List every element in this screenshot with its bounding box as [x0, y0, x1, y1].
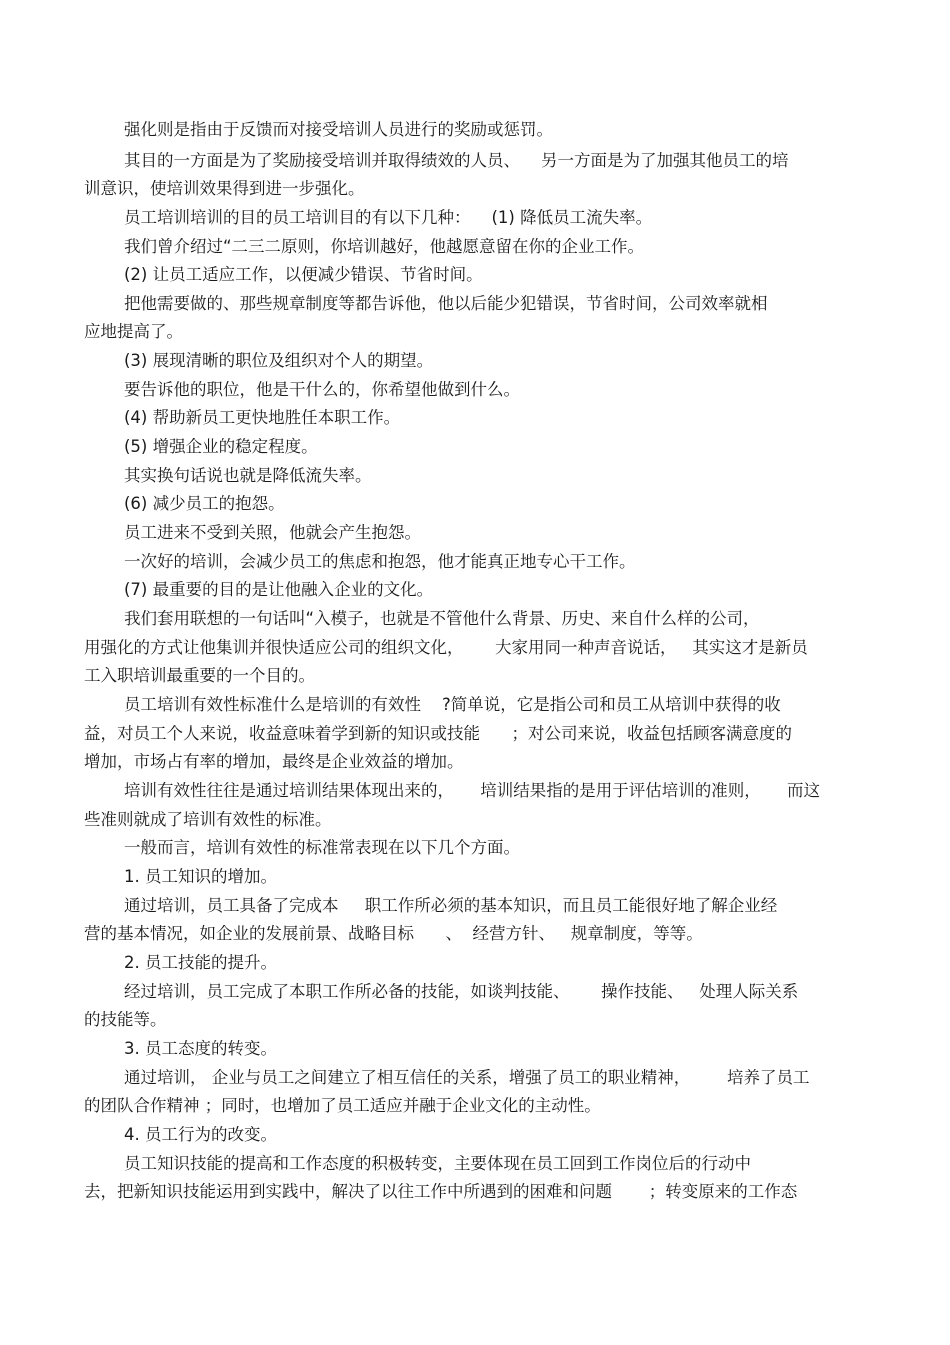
text-line: 员工培训培训的目的员工培训目的有以下几种： (1) 降低员工流失率。	[124, 208, 653, 227]
text-line: 我们曾介绍过“二三二原则，你培训越好，他越愿意留在你的企业工作。	[124, 237, 645, 256]
text-line: 经过培训，员工完成了本职工作所必备的技能，如谈判技能、 操作技能、 处理人际关系	[124, 982, 799, 1001]
text-line: 通过培训， 企业与员工之间建立了相互信任的关系，增强了员工的职业精神， 培养了员工	[124, 1068, 810, 1087]
text-line: 4. 员工行为的改变。	[124, 1125, 277, 1144]
text-line: (3) 展现清晰的职位及组织对个人的期望。	[124, 351, 434, 370]
text-line: 培训有效性往往是通过培训结果体现出来的， 培训结果指的是用于评估培训的准则， 而这	[124, 781, 820, 800]
text-line: 员工培训有效性标准什么是培训的有效性 ?简单说，它是指公司和员工从培训中获得的收	[124, 695, 781, 714]
text-line: 的团队合作精神 ；同时，也增加了员工适应并融于企业文化的主动性。	[84, 1096, 601, 1115]
text-line: (2) 让员工适应工作，以便减少错误、节省时间。	[124, 265, 483, 284]
text-line: (5) 增强企业的稳定程度。	[124, 437, 318, 456]
text-line: 强化则是指由于反馈而对接受培训人员进行的奖励或惩罚。	[124, 120, 553, 139]
text-line: 增加，市场占有率的增加，最终是企业效益的增加。	[84, 752, 464, 771]
text-line: 应地提高了。	[84, 322, 183, 341]
text-line: 我们套用联想的一句话叫“入模子，也就是不管他什么背景、历史、来自什么样的公司，	[124, 609, 760, 628]
text-line: 训意识，使培训效果得到进一步强化。	[84, 179, 365, 198]
text-line: 去，把新知识技能运用到实践中，解决了以往工作中所遇到的困难和问题 ；转变原来的工作态	[84, 1182, 798, 1201]
text-line: 要告诉他的职位，他是干什么的，你希望他做到什么。	[124, 380, 520, 399]
text-line: 工入职培训最重要的一个目的。	[84, 666, 315, 685]
text-line: 2. 员工技能的提升。	[124, 953, 277, 972]
text-line: 1. 员工知识的增加。	[124, 867, 277, 886]
text-line: 员工进来不受到关照，他就会产生抱怨。	[124, 523, 421, 542]
text-line: 的技能等。	[84, 1010, 167, 1029]
text-line: (7) 最重要的目的是让他融入企业的文化。	[124, 580, 434, 599]
text-line: 把他需要做的、那些规章制度等都告诉他，他以后能少犯错误，节省时间，公司效率就相	[124, 294, 768, 313]
text-line: (6) 减少员工的抱怨。	[124, 494, 285, 513]
text-line: 一次好的培训，会减少员工的焦虑和抱怨，他才能真正地专心干工作。	[124, 552, 636, 571]
text-line: 益，对员工个人来说，收益意味着学到新的知识或技能 ；对公司来说，收益包括顾客满意度的	[84, 724, 792, 743]
text-line: 通过培训，员工具备了完成本 职工作所必须的基本知识，而且员工能很好地了解企业经	[124, 896, 778, 915]
text-line: 用强化的方式让他集训并很快适应公司的组织文化， 大家用同一种声音说话， 其实这才是新员	[84, 638, 808, 657]
text-line: 其目的一方面是为了奖励接受培训并取得绩效的人员、 另一方面是为了加强其他员工的培	[124, 151, 789, 170]
text-line: 3. 员工态度的转变。	[124, 1039, 277, 1058]
text-line: 些准则就成了培训有效性的标准。	[84, 810, 332, 829]
text-line: (4) 帮助新员工更快地胜任本职工作。	[124, 408, 401, 427]
text-line: 一般而言，培训有效性的标准常表现在以下几个方面。	[124, 838, 520, 857]
text-line: 其实换句话说也就是降低流失率。	[124, 466, 372, 485]
text-line: 员工知识技能的提高和工作态度的积极转变，主要体现在员工回到工作岗位后的行动中	[124, 1154, 751, 1173]
text-line: 营的基本情况，如企业的发展前景、战略目标 、 经营方针、 规章制度，等等。	[84, 924, 703, 943]
